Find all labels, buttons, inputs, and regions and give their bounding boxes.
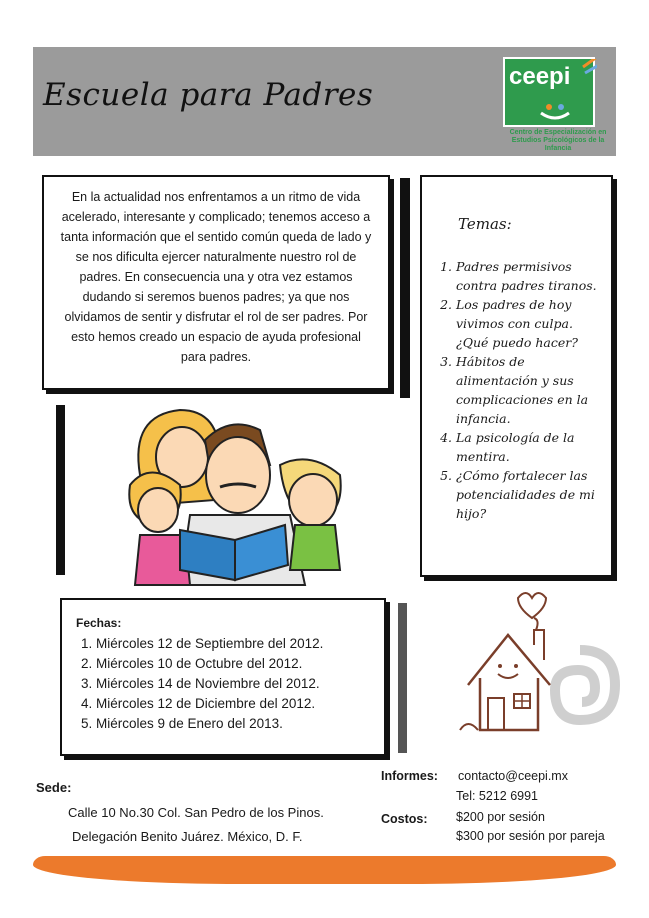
list-item: 2. Miércoles 10 de Octubre del 2012. bbox=[96, 654, 370, 674]
divider-bar bbox=[398, 603, 407, 753]
intro-box bbox=[42, 175, 390, 390]
logo-badge bbox=[503, 57, 595, 127]
footer-bar bbox=[33, 856, 616, 884]
temas-heading: Temas: bbox=[458, 215, 512, 233]
list-item: 5. Miércoles 9 de Enero del 2013. bbox=[96, 714, 370, 734]
informes-label: Informes: bbox=[381, 769, 438, 783]
sede-address-line1: Calle 10 No.30 Col. San Pedro de los Pinos. bbox=[68, 805, 324, 820]
list-item: 1. Padres permisivos contra padres tiranos. bbox=[456, 257, 597, 295]
smile-icon bbox=[505, 59, 597, 129]
house-icon bbox=[458, 590, 578, 740]
ceepi-logo bbox=[503, 55, 613, 155]
list-item: 3. Miércoles 14 de Noviembre del 2012. bbox=[96, 674, 370, 694]
sede-address-line2: Delegación Benito Juárez. México, D. F. bbox=[72, 829, 303, 844]
logo-subtitle: Centro de Especialización en Estudios Psicológicos de la Infancia bbox=[509, 129, 607, 152]
cost-line2: $300 por sesión por pareja bbox=[456, 829, 605, 843]
list-item: 4. Miércoles 12 de Diciembre del 2012. bbox=[96, 694, 370, 714]
family-illustration bbox=[110, 405, 360, 590]
contact-phone: Tel: 5212 6991 bbox=[456, 789, 539, 803]
intro-text: En la actualidad nos enfrentamos a un ritmo de vida acelerado, interesante y complicado; tenemos acceso a tanta información que el sentido común queda de lado y se nos dificulta ejercer naturalmente nuestro rol de padres. En consecuencia una y otra vez estamos dudando si seremos buenos padres; ya que nos olvidamos de sentir y disfrutar el rol de ser padres. Por esto hemos creado un espacio de ayuda profesional para padres. bbox=[60, 190, 372, 364]
list-item: 4. La psicología de la mentira. bbox=[456, 428, 597, 466]
sede-label: Sede: bbox=[36, 780, 72, 795]
list-item: 1. Miércoles 12 de Septiembre del 2012. bbox=[96, 634, 370, 654]
divider-bar bbox=[56, 405, 65, 575]
list-item: 2. Los padres de hoy vivimos con culpa. ¿Qué puedo hacer? bbox=[456, 295, 597, 352]
fechas-list bbox=[76, 634, 370, 734]
header-banner bbox=[33, 47, 616, 156]
logo-wordmark: ceepi bbox=[509, 63, 571, 90]
fechas-heading: Fechas: bbox=[76, 616, 122, 630]
costos-label: Costos: bbox=[381, 812, 428, 826]
fechas-box bbox=[60, 598, 386, 756]
list-item: 5. ¿Cómo fortalecer las potencialidades de mi hijo? bbox=[456, 466, 597, 523]
list-item: 3. Hábitos de alimentación y sus complicaciones en la infancia. bbox=[456, 352, 597, 428]
temas-list bbox=[438, 257, 597, 523]
cost-line1: $200 por sesión bbox=[456, 810, 545, 824]
contact-email: contacto@ceepi.mx bbox=[458, 769, 568, 783]
temas-box bbox=[420, 175, 613, 577]
page-title: Escuela para Padres bbox=[43, 77, 374, 113]
divider-bar bbox=[400, 178, 410, 398]
